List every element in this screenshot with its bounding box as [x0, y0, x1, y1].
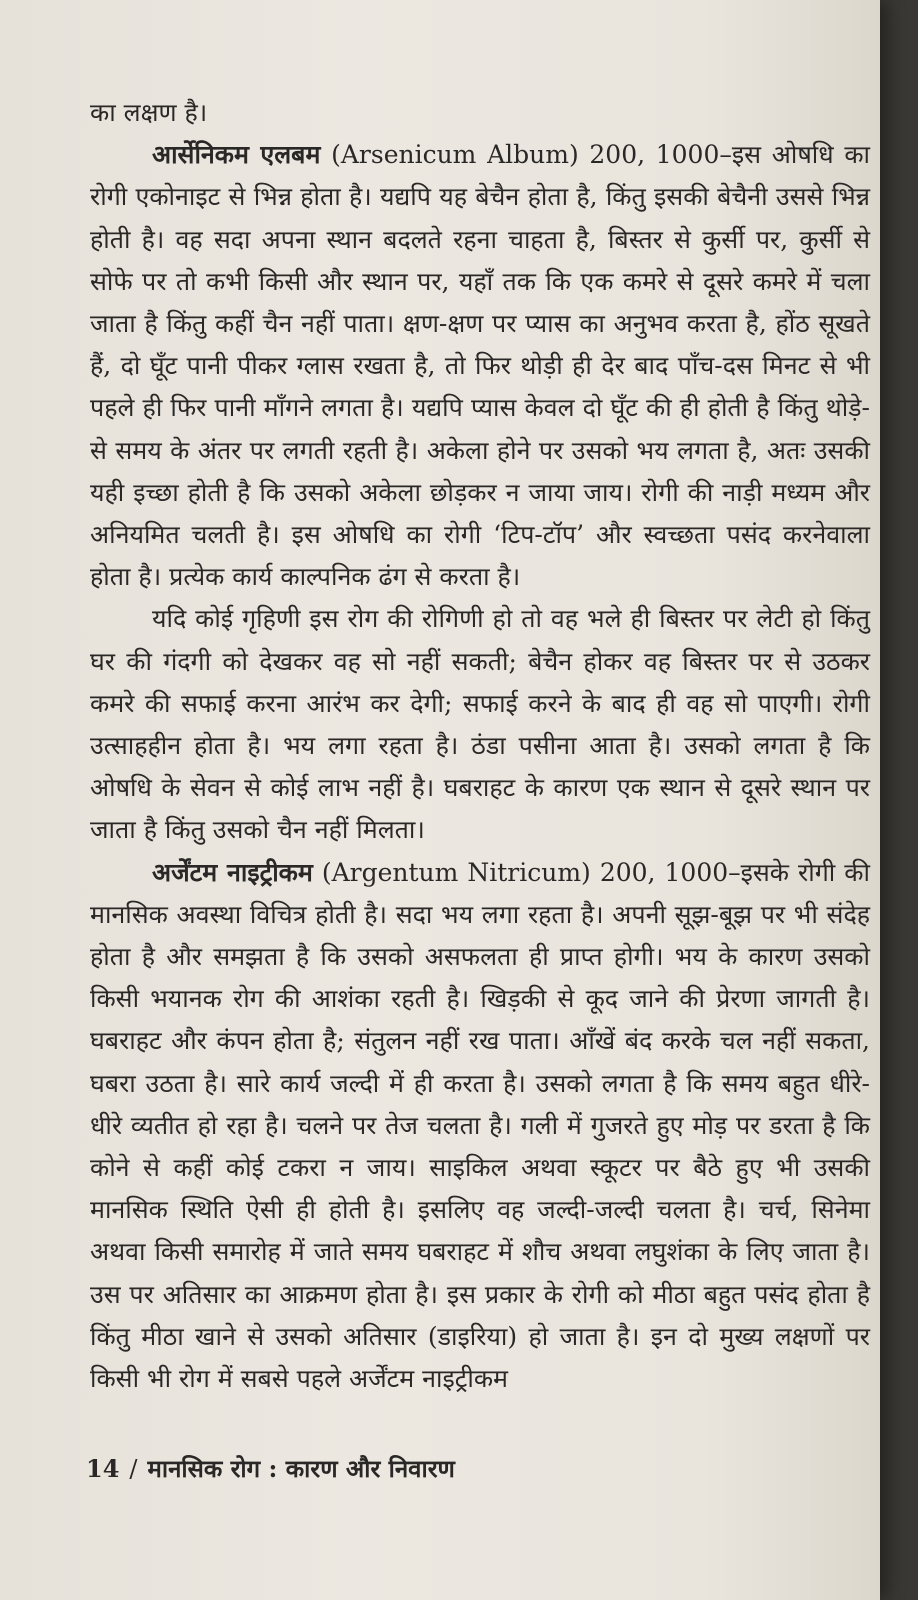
remedy-description: (Argentum Nitricum) 200, 1000–इसके रोगी की मानसिक अवस्था विचित्र होती है। सदा भय लगा रहता है। अपनी सूझ-बूझ पर भी संदेह होता है और समझता है कि उसको असफलता ही प्राप्त होगी। भय के कारण उसको किसी भयानक रोग की आशंका रहती है। खिड़की से कूद जाने की प्रेरणा जागती है। घबराहट और कंपन होता है; संतुलन नहीं रख पाता। आँखें बंद करके चल नहीं सकता, घबरा उठता है। सारे कार्य जल्दी में ही करता है। उसको लगता है कि समय बहुत धीरे-धीरे व्यतीत हो रहा है। चलने पर तेज चलता है। गली में गुजरते हुए मोड़ पर डरता है कि कोने से कहीं कोई टकरा न जाय। साइकिल अथवा स्कूटर पर बैठे हुए भी उसकी मानसिक स्थिति ऐसी ही होती है। इसलिए वह जल्दी-जल्दी चलता है। चर्च, सिनेमा अथवा किसी समारोह में जाते समय घबराहट में शौच अथवा लघुशंका के लिए जाता है। उस पर अतिसार का आक्रमण होता है। इस प्रकार के रोगी को मीठा बहुत पसंद होता है किंतु मीठा खाने से उसको अतिसार (डाइरिया) हो जाता है। इन दो मुख्य लक्षणों पर किसी भी रोग में सबसे पहले अर्जेंटम नाइट्रीकम	[90, 857, 870, 1394]
paragraph-arsenicum	[90, 134, 870, 598]
body-text	[90, 92, 870, 1400]
remedy-term: अर्जेंटम नाइट्रीकम	[152, 857, 313, 887]
footer-separator: /	[129, 1455, 138, 1483]
remedy-term: आर्सेनिकम एलबम	[152, 140, 321, 170]
paragraph-continuation: का लक्षण है।	[90, 98, 208, 127]
page-footer	[86, 1452, 455, 1485]
page-number: 14	[86, 1454, 120, 1483]
paragraph-housewife: यदि कोई गृहिणी इस रोग की रोगिणी हो तो वह भले ही बिस्तर पर लेटी हो किंतु घर की गंदगी को देखकर वह सो नहीं सकती; बेचैन होकर वह बिस्तर पर से उठकर कमरे की सफाई करना आरंभ कर देगी; सफाई करने के बाद ही वह सो पाएगी। रोगी उत्साहहीन होता है। भय लगा रहता है। ठंडा पसीना आता है। उसको लगता है कि ओषधि के सेवन से कोई लाभ नहीं है। घबराहट के कारण एक स्थान से दूसरे स्थान पर जाता है किंतु उसको चैन नहीं मिलता।	[90, 604, 870, 845]
paragraph-argentum	[90, 852, 870, 1401]
remedy-description: (Arsenicum Album) 200, 1000–इस ओषधि का रोगी एकोनाइट से भिन्न होता है। यद्यपि यह बेचैन होता है, किंतु इसकी बेचैनी उससे भिन्न होती है। वह सदा अपना स्थान बदलते रहना चाहता है, बिस्तर से कुर्सी पर, कुर्सी से सोफे पर तो कभी किसी और स्थान पर, यहाँ तक कि एक कमरे से दूसरे कमरे में चला जाता है किंतु कहीं चैन नहीं पाता। क्षण-क्षण पर प्यास का अनुभव करता है, होंठ सूखते हैं, दो घूँट पानी पीकर ग्लास रखता है, तो फिर थोड़ी ही देर बाद पाँच-दस मिनट से भी पहले ही फिर पानी माँगने लगता है। यद्यपि प्यास केवल दो घूँट की ही होती है किंतु थोड़े-से समय के अंतर पर लगती रहती है। अकेला होने पर उसको भय लगता है, अतः उसकी यही इच्छा होती है कि उसको अकेला छोड़कर न जाया जाय। रोगी की नाड़ी मध्यम और अनियमित चलती है। इस ओषधि का रोगी ‘टिप-टॉप’ और स्वच्छता पसंद करनेवाला होता है। प्रत्येक कार्य काल्पनिक ढंग से करता है।	[90, 140, 870, 592]
book-title: मानसिक रोग : कारण और निवारण	[147, 1454, 455, 1483]
